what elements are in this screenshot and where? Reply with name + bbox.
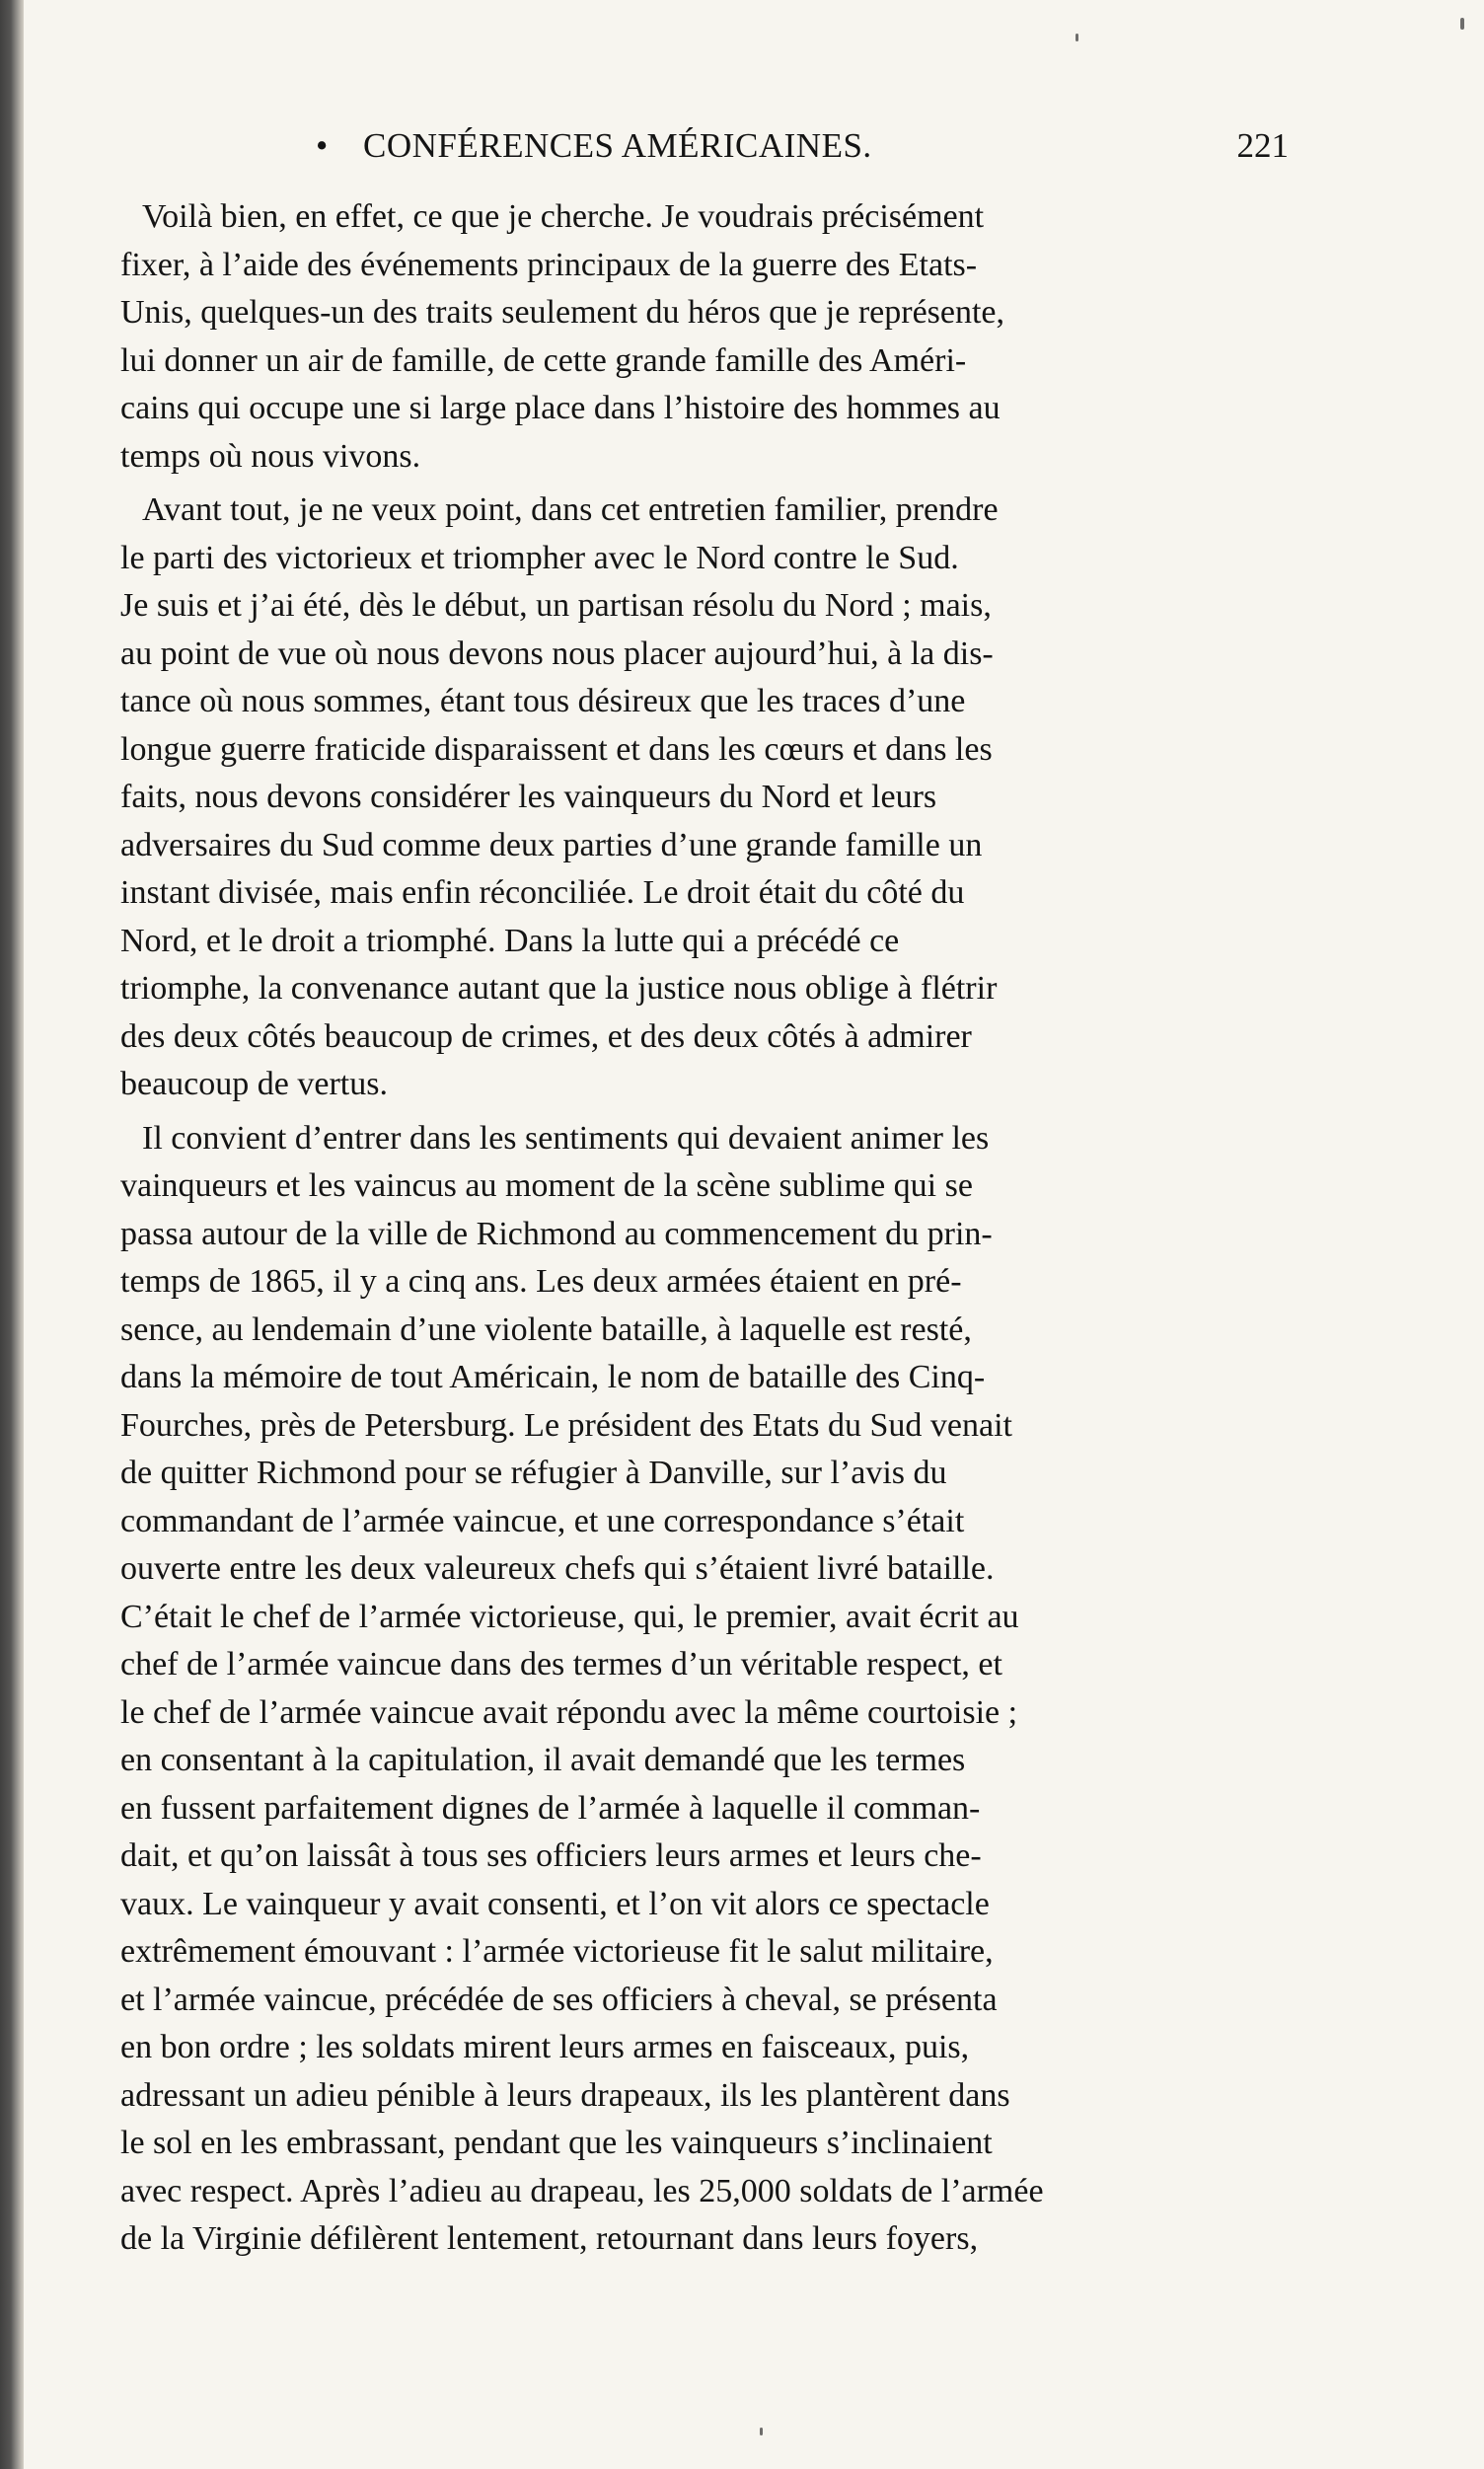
text-line: vainqueurs et les vaincus au moment de la scène sublime qui se	[120, 1167, 973, 1204]
text-line: le chef de l’armée vaincue avait répondu avec la même courtoisie ;	[120, 1693, 1018, 1731]
text-line: sence, au lendemain d’une violente bataille, à laquelle est resté,	[120, 1310, 972, 1348]
text-line: dans la mémoire de tout Américain, le nom de bataille des Cinq-	[120, 1359, 986, 1395]
text-line: cains qui occupe une si large place dans l’histoire des hommes au	[120, 390, 1001, 426]
running-title: CONFÉRENCES AMÉRICAINES.	[363, 126, 872, 165]
text-line: chef de l’armée vaincue dans des termes d’un véritable respect, et	[120, 1646, 1002, 1683]
text-line: longue guerre fraticide disparaissent et dans les cœurs et dans les	[120, 730, 993, 768]
scan-mark	[760, 2428, 763, 2435]
text-line: en consentant à la capitulation, il avait demandé que les termes	[120, 1742, 966, 1778]
page-binding-shadow	[0, 0, 24, 2469]
text-line: en bon ordre ; les soldats mirent leurs armes en faisceaux, puis,	[120, 2029, 970, 2065]
paragraph	[120, 486, 1304, 1109]
text-line: avec respect. Après l’adieu au drapeau, les 25,000 soldats de l’armée	[120, 2172, 1044, 2209]
text-line: le parti des victorieux et triompher avec le Nord contre le Sud.	[120, 539, 959, 576]
text-line: le sol en les embrassant, pendant que les vainqueurs s’inclinaient	[120, 2125, 993, 2161]
text-line: Il convient d’entrer dans les sentiments qui devaient animer les	[142, 1119, 990, 1157]
text-line: Je suis et j’ai été, dès le début, un partisan résolu du Nord ; mais,	[120, 587, 992, 624]
text-line: dait, et qu’on laissât à tous ses officiers leurs armes et leurs che-	[120, 1837, 982, 1874]
text-line: Fourches, près de Petersburg. Le président des Etats du Sud venait	[120, 1406, 1012, 1444]
text-line: faits, nous devons considérer les vainqueurs du Nord et leurs	[120, 779, 937, 815]
text-line: triomphe, la convenance autant que la justice nous oblige à flétrir	[120, 970, 998, 1007]
text-line: beaucoup de vertus.	[120, 1066, 388, 1102]
paragraph	[120, 1115, 1304, 2264]
text-line: fixer, à l’aide des événements principaux de la guerre des Etats-	[120, 246, 978, 283]
text-line: temps de 1865, il y a cinq ans. Les deux armées étaient en pré-	[120, 1263, 962, 1300]
text-line: ouverte entre les deux valeureux chefs qui s’étaient livré bataille.	[120, 1550, 995, 1587]
text-line: Nord, et le droit a triomphé. Dans la lutte qui a précédé ce	[120, 922, 900, 959]
scan-mark	[1076, 34, 1078, 41]
text-line: temps où nous vivons.	[120, 437, 421, 475]
text-line: au point de vue où nous devons nous placer aujourd’hui, à la dis-	[120, 635, 994, 672]
text-line: et l’armée vaincue, précédée de ses officiers à cheval, se présenta	[120, 1981, 998, 2018]
text-line: adressant un adieu pénible à leurs drapeaux, ils les plantèrent dans	[120, 2076, 1010, 2114]
text-line: des deux côtés beaucoup de crimes, et des deux côtés à admirer	[120, 1017, 972, 1055]
text-line: Avant tout, je ne veux point, dans cet entretien familier, prendre	[142, 491, 999, 528]
text-line: extrêmement émouvant : l’armée victorieuse fit le salut militaire,	[120, 1933, 994, 1970]
text-line: en fussent parfaitement dignes de l’armée à laquelle il comman-	[120, 1789, 981, 1827]
paragraph	[120, 193, 1304, 481]
text-line: C’était le chef de l’armée victorieuse, qui, le premier, avait écrit au	[120, 1598, 1019, 1635]
text-line: tance où nous sommes, étant tous désireux que les traces d’une	[120, 683, 966, 719]
text-line: passa autour de la ville de Richmond au commencement du prin-	[120, 1215, 993, 1252]
body-text	[120, 193, 1304, 2270]
text-line: Voilà bien, en effet, ce que je cherche. Je voudrais précisément	[142, 198, 985, 235]
text-line: vaux. Le vainqueur y avait consenti, et l’on vit alors ce spectacle	[120, 1885, 990, 1922]
text-line: instant divisée, mais enfin réconciliée. Le droit était du côté du	[120, 874, 965, 911]
text-line: de quitter Richmond pour se réfugier à Danville, sur l’avis du	[120, 1455, 947, 1491]
scan-mark	[1460, 18, 1464, 30]
page-number: 221	[1236, 126, 1289, 165]
running-header	[316, 116, 1302, 176]
text-line: de la Virginie défilèrent lentement, retournant dans leurs foyers,	[120, 2220, 979, 2257]
text-line: commandant de l’armée vaincue, et une correspondance s’était	[120, 1502, 965, 1539]
text-line: adversaires du Sud comme deux parties d’une grande famille un	[120, 826, 983, 863]
header-bullet: •	[316, 126, 329, 165]
text-line: Unis, quelques-un des traits seulement du héros que je représente,	[120, 294, 1005, 331]
text-line: lui donner un air de famille, de cette grande famille des Améri-	[120, 341, 967, 379]
